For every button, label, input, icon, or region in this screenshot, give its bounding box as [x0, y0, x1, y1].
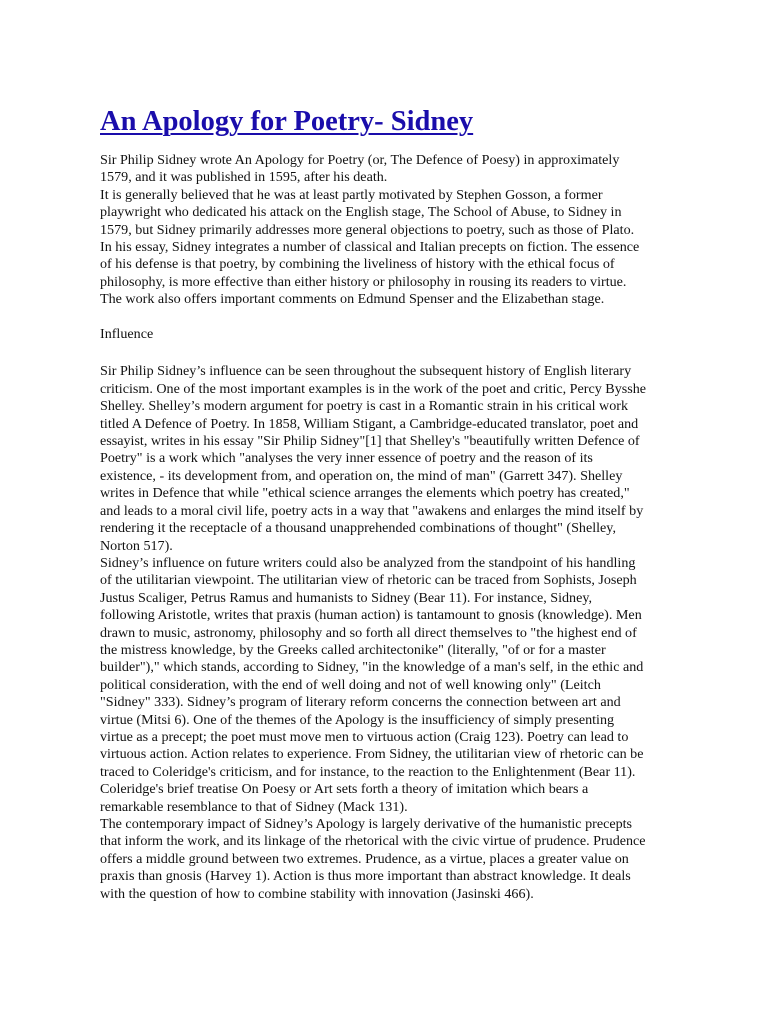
text-line: the mistress knowledge, by the Greeks called architectonike" (literally, "of or for a master: [100, 641, 606, 658]
text-line: rendering it the receptacle of a thousand unapprehended combinations of thought" (Shelley,: [100, 520, 616, 537]
paragraph-spacer: [100, 343, 660, 363]
text-line: 1579, and it was published in 1595, after his death.: [100, 169, 388, 186]
text-line: Poetry" is a work which "analyses the very inner essence of poetry and the reason of its: [100, 450, 593, 467]
text-line: political consideration, with the end of well doing and not of well knowing only" (Leitch: [100, 676, 601, 693]
text-line: with the question of how to combine stability with innovation (Jasinski 466).: [100, 885, 534, 902]
text-line: of the utilitarian viewpoint. The utilitarian view of rhetoric can be traced from Sophists, Joseph: [100, 572, 637, 589]
text-line: It is generally believed that he was at least partly motivated by Stephen Gosson, a former: [100, 186, 603, 203]
text-line: criticism. One of the most important examples is in the work of the poet and critic, Percy Bysshe: [100, 380, 647, 397]
text-line: builder")," which stands, according to Sidney, "in the knowledge of a man's self, in the ethic and: [100, 659, 644, 676]
text-line: of his defense is that poetry, by combining the liveliness of history with the ethical focus of: [100, 256, 615, 273]
text-line: writes in Defence that while "ethical science arranges the elements which poetry has created,": [100, 485, 630, 502]
text-line: The contemporary impact of Sidney’s Apology is largely derivative of the humanistic precepts: [100, 816, 633, 833]
text-line: titled A Defence of Poetry. In 1858, William Stigant, a Cambridge-educated translator, poet and: [100, 415, 639, 432]
text-line: praxis than gnosis (Harvey 1). Action is thus more important than abstract knowledge. It deals: [100, 868, 631, 885]
text-line: drawn to music, astronomy, philosophy and so forth all direct themselves to "the highest end of: [100, 624, 637, 641]
intro-paragraph: [100, 152, 660, 309]
text-line: existence, - its development from, and operation on, the mind of man" (Garrett 347). Shelley: [100, 467, 623, 484]
text-line: virtuous action. Action relates to experience. From Sidney, the utilitarian view of rhetoric can be: [100, 746, 644, 763]
text-line: "Sidney" 333). Sidney’s program of literary reform concerns the connection between art and: [100, 694, 621, 711]
text-line: and leads to a moral civil life, poetry acts in a way that "awakens and enlarges the mind itself by: [100, 502, 644, 519]
text-line: The work also offers important comments on Edmund Spenser and the Elizabethan stage.: [100, 291, 605, 308]
text-line: virtue (Mitsi 6). One of the themes of the Apology is the insufficiency of simply presenting: [100, 711, 615, 728]
influence-section-text: [100, 363, 660, 903]
section-heading-influence: Influence: [100, 326, 154, 343]
text-line: remarkable resemblance to that of Sidney (Mack 131).: [100, 798, 408, 815]
text-line: Sidney’s influence on future writers could also be analyzed from the standpoint of his handling: [100, 554, 636, 571]
text-line: philosophy, is more effective than either history or philosophy in rousing its readers to virtue.: [100, 273, 627, 290]
document-title-link[interactable]: An Apology for Poetry- Sidney: [100, 106, 474, 137]
text-line: essayist, writes in his essay "Sir Philip Sidney"[1] that Shelley's "beautifully written Defence of: [100, 433, 640, 450]
text-line: Justus Scaliger, Petrus Ramus and humanists to Sidney (Bear 11). For instance, Sidney,: [100, 589, 593, 606]
text-line: virtue as a precept; the poet must move men to virtuous action (Craig 123). Poetry can lead to: [100, 728, 629, 745]
text-line: that inform the work, and its linkage of the rhetorical with the civic virtue of prudence. Prudence: [100, 833, 646, 850]
text-line: traced to Coleridge's criticism, and for instance, to the reaction to the Enlightenment (Bear 11).: [100, 763, 636, 780]
text-line: Sir Philip Sidney wrote An Apology for Poetry (or, The Defence of Poesy) in approximately: [100, 152, 620, 168]
paragraph-spacer: [100, 309, 660, 326]
text-line: playwright who dedicated his attack on the English stage, The School of Abuse, to Sidney in: [100, 204, 622, 221]
text-line: Coleridge's brief treatise On Poesy or Art sets forth a theory of imitation which bears a: [100, 781, 589, 798]
text-line: Shelley. Shelley’s modern argument for poetry is cast in a Romantic strain in his critical work: [100, 398, 629, 415]
text-line: offers a middle ground between two extremes. Prudence, as a virtue, places a greater value on: [100, 850, 629, 867]
text-line: Norton 517).: [100, 537, 173, 554]
text-line: Sir Philip Sidney’s influence can be seen throughout the subsequent history of English literary: [100, 363, 632, 380]
text-line: following Aristotle, writes that praxis (human action) is tantamount to gnosis (knowledge). Men: [100, 607, 642, 624]
document-body: [100, 152, 660, 903]
text-line: 1579, but Sidney primarily addresses more general objections to poetry, such as those of Plato.: [100, 221, 635, 238]
text-line: In his essay, Sidney integrates a number of classical and Italian precepts on fiction. The essence: [100, 239, 640, 256]
